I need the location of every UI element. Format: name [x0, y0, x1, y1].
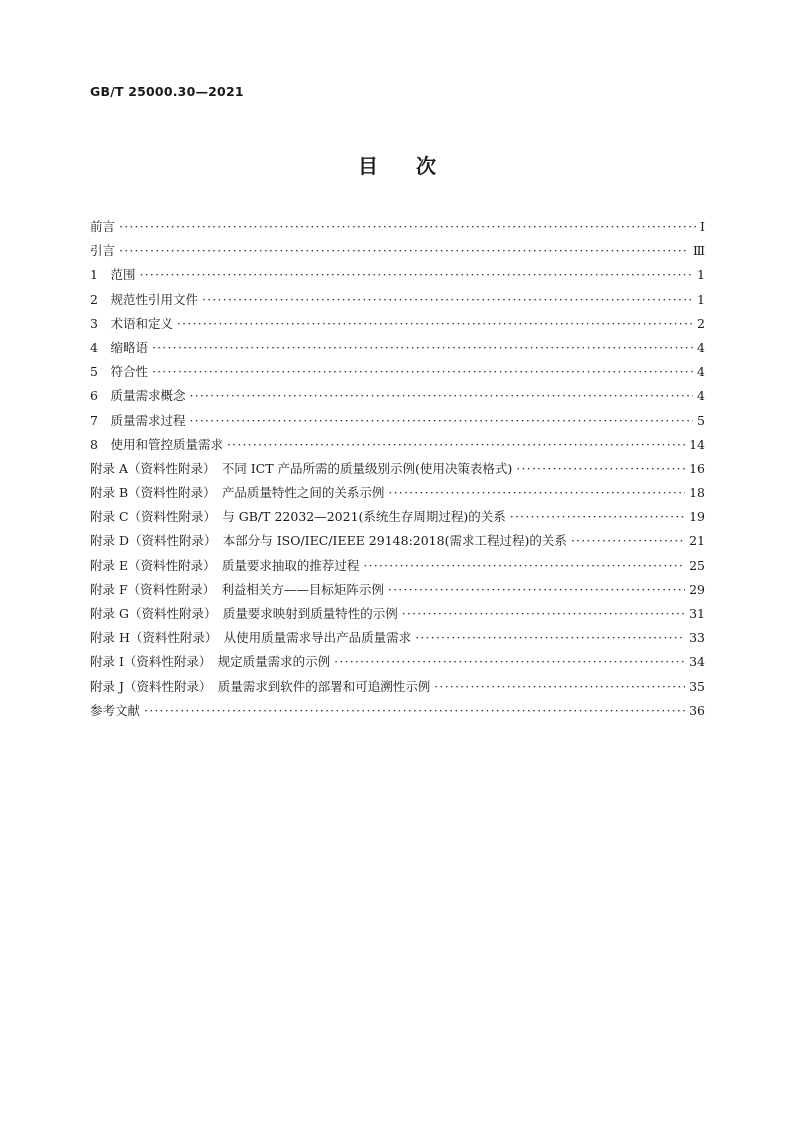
dot-leader: [177, 312, 693, 336]
toc-entry-page: 34: [689, 654, 705, 670]
toc-entry-label: 5 符合性: [90, 364, 148, 380]
toc-entry-page: 35: [689, 678, 705, 694]
page-title: 目次: [358, 154, 474, 178]
toc-entry-use-and-control[interactable]: [90, 433, 705, 457]
toc-entry-page: 18: [689, 485, 705, 501]
dot-leader: [144, 699, 685, 723]
toc-entry-page: 14: [689, 436, 705, 452]
toc-entry-page: 16: [689, 460, 705, 476]
toc-entry-page: 33: [689, 630, 705, 646]
toc-entry-label: 前言: [90, 219, 116, 234]
dot-leader: [402, 602, 685, 626]
toc-entry-label: 引言: [90, 243, 116, 259]
toc-entry-label: 参考文献: [90, 702, 141, 718]
toc-entry-page: 1: [697, 267, 705, 283]
dot-leader: [388, 481, 685, 505]
dot-leader: [119, 215, 696, 239]
toc-entry-quality-requirement-process[interactable]: [90, 409, 705, 433]
dot-leader: [434, 675, 685, 699]
toc-entry-label: 附录 C（资料性附录） 与 GB/T 22032—2021(系统生存周期过程)的关系: [90, 509, 506, 525]
toc-entry-page: 4: [697, 364, 705, 380]
dot-leader: [388, 578, 685, 602]
toc-entry-label: 附录 E（资料性附录） 质量要求抽取的推荐过程: [90, 557, 360, 573]
toc-entry-page: 29: [689, 581, 705, 597]
toc-entry-label: 1 范围: [90, 267, 136, 283]
dot-leader: [139, 263, 693, 287]
toc-entry-label: 附录 G（资料性附录） 质量要求映射到质量特性的示例: [90, 606, 398, 621]
toc-entry-terms-and-definitions[interactable]: [90, 312, 705, 336]
toc-entry-label: 附录 I（资料性附录） 规定质量需求的示例: [90, 654, 331, 670]
toc-entry-page: 4: [697, 388, 705, 404]
toc-entry-page: Ⅲ: [692, 243, 705, 259]
toc-entry-foreword[interactable]: [90, 215, 705, 239]
toc-entry-page: 1: [697, 291, 705, 307]
toc-entry-quality-requirement-concepts[interactable]: [90, 384, 705, 408]
toc-entry-page: 31: [689, 606, 705, 621]
toc-entry-label: 3 术语和定义: [90, 315, 173, 331]
standard-code: GB/T 25000.30—2021: [90, 84, 244, 99]
dot-leader: [152, 360, 693, 384]
dot-leader: [510, 505, 685, 529]
toc-entry-label: 7 质量需求过程: [90, 412, 186, 428]
dot-leader: [415, 626, 685, 650]
toc-entry-label: 附录 H（资料性附录） 从使用质量需求导出产品质量需求: [90, 630, 412, 646]
table-of-contents: [90, 215, 705, 723]
toc-entry-annex-e[interactable]: [90, 554, 705, 578]
dot-leader: [227, 433, 685, 457]
toc-entry-annex-j[interactable]: [90, 675, 705, 699]
toc-entry-annex-a[interactable]: [90, 457, 705, 481]
toc-entry-label: 附录 F（资料性附录） 利益相关方——目标矩阵示例: [90, 581, 384, 597]
dot-leader: [363, 554, 685, 578]
toc-entry-scope[interactable]: [90, 263, 705, 287]
dot-leader: [571, 529, 685, 553]
toc-entry-label: 8 使用和管控质量需求: [90, 436, 223, 452]
dot-leader: [152, 336, 693, 360]
toc-entry-label: 附录 B（资料性附录） 产品质量特性之间的关系示例: [90, 485, 385, 501]
dot-leader: [189, 409, 693, 433]
toc-entry-annex-i[interactable]: [90, 650, 705, 674]
dot-leader: [189, 384, 693, 408]
toc-entry-label: 4 缩略语: [90, 339, 148, 355]
dot-leader: [516, 457, 685, 481]
toc-entry-annex-f[interactable]: [90, 578, 705, 602]
toc-entry-page: 19: [689, 509, 705, 525]
toc-entry-label: 附录 J（资料性附录） 质量需求到软件的部署和可追溯性示例: [90, 678, 431, 694]
toc-entry-label: 2 规范性引用文件: [90, 291, 198, 307]
toc-entry-page: 5: [697, 412, 705, 428]
toc-entry-annex-b[interactable]: [90, 481, 705, 505]
toc-entry-page: 4: [697, 339, 705, 355]
toc-entry-normative-references[interactable]: [90, 288, 705, 312]
toc-entry-abbreviations[interactable]: [90, 336, 705, 360]
toc-entry-introduction[interactable]: [90, 239, 705, 263]
toc-entry-bibliography[interactable]: [90, 699, 705, 723]
dot-leader: [119, 239, 689, 263]
toc-entry-label: 附录 A（资料性附录） 不同 ICT 产品所需的质量级别示例(使用决策表格式): [90, 460, 513, 476]
toc-entry-label: 6 质量需求概念: [90, 388, 186, 404]
toc-entry-page: 25: [689, 557, 705, 573]
toc-entry-annex-c[interactable]: [90, 505, 705, 529]
dot-leader: [334, 650, 685, 674]
toc-entry-page: 21: [689, 533, 705, 549]
toc-entry-page: 2: [697, 315, 705, 331]
dot-leader: [202, 288, 693, 312]
toc-entry-page: 36: [689, 702, 705, 718]
toc-entry-annex-g[interactable]: [90, 602, 705, 626]
toc-entry-conformance[interactable]: [90, 360, 705, 384]
toc-entry-label: 附录 D（资料性附录） 本部分与 ISO/IEC/IEEE 29148:2018(需求工程过程)的关系: [90, 533, 567, 549]
toc-entry-page: Ⅰ: [700, 219, 705, 234]
toc-entry-annex-h[interactable]: [90, 626, 705, 650]
toc-entry-annex-d[interactable]: [90, 529, 705, 553]
